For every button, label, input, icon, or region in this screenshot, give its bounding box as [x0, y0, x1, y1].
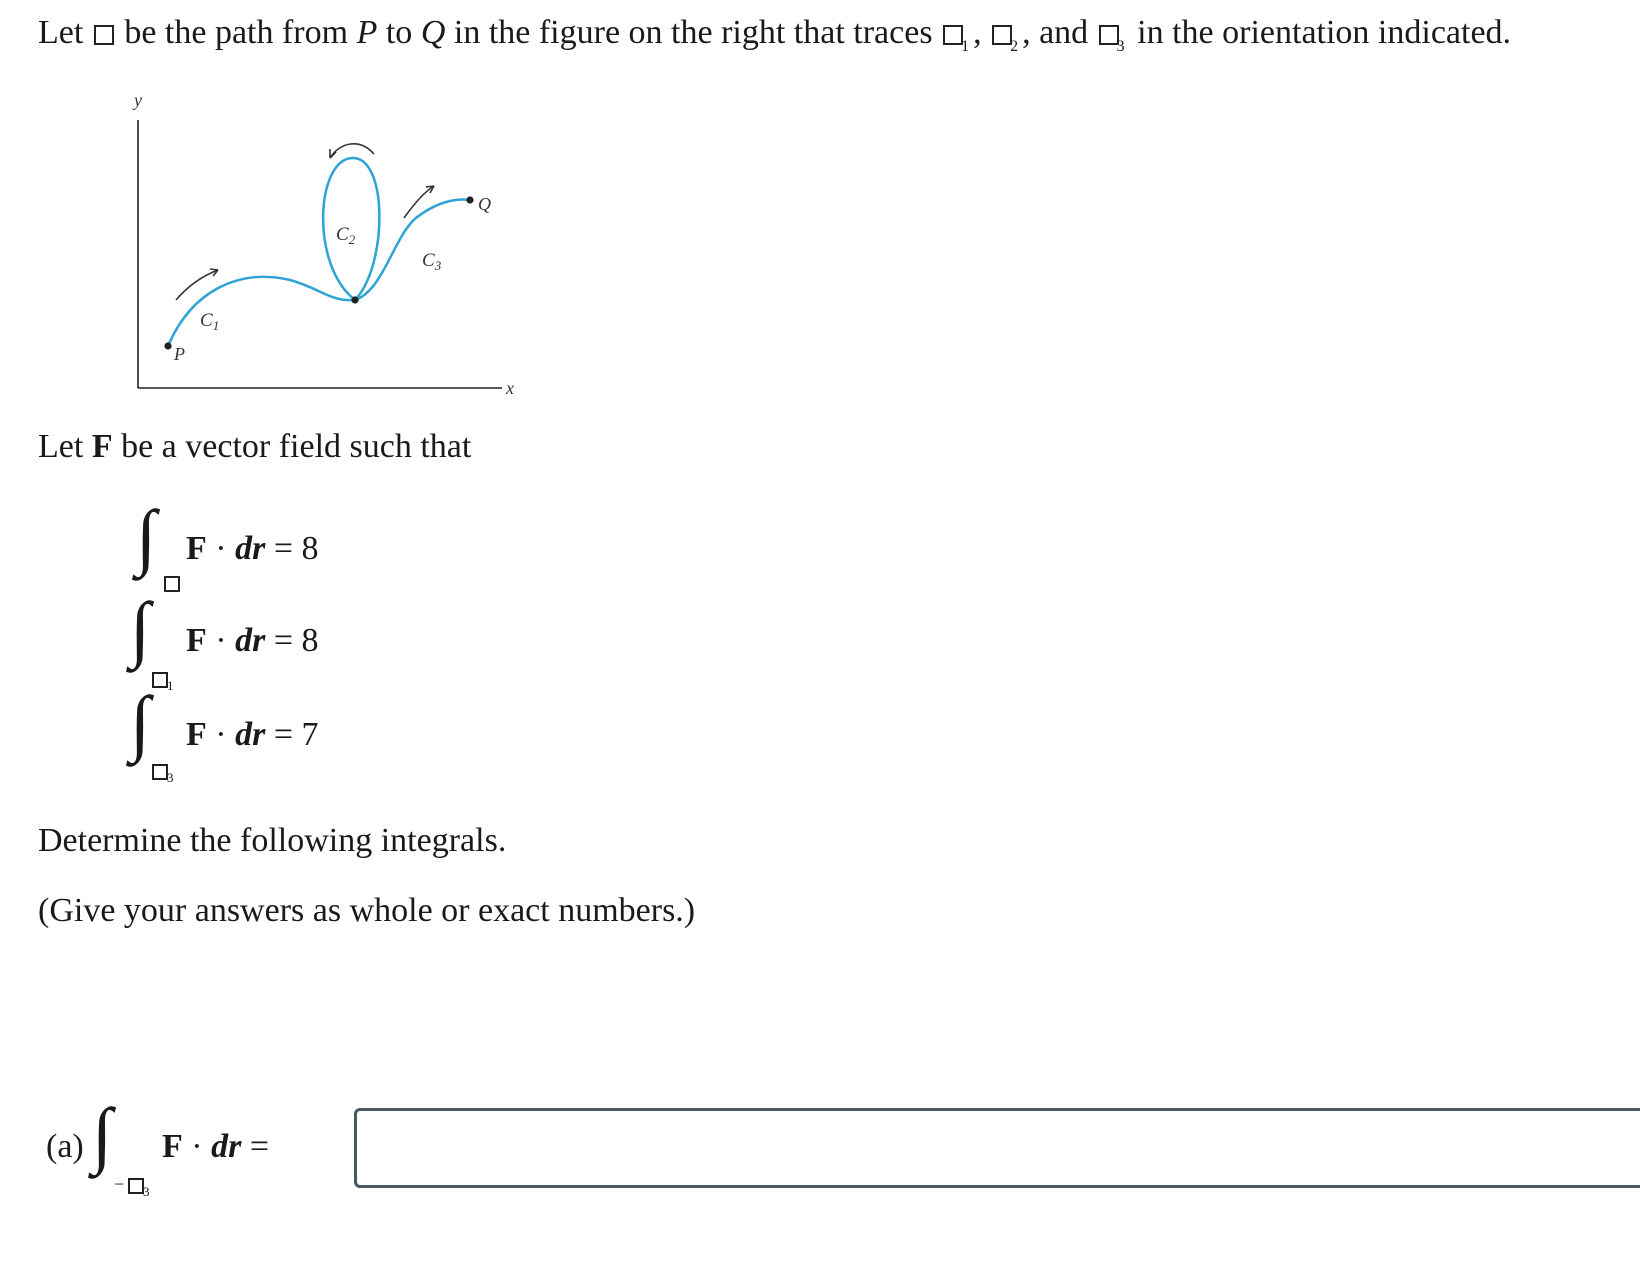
- curve-c2: [323, 158, 379, 300]
- label-c1: $C_1$: [200, 310, 220, 333]
- curve-c1: [168, 277, 355, 346]
- label-c2: $C_2$: [336, 224, 356, 247]
- give-text: (Give your answers as whole or exact numbers.): [38, 892, 696, 929]
- path-figure: [120, 90, 540, 410]
- placeholder-box-icon: [152, 672, 168, 688]
- intro-text: Let be the path from P to Q in the figure on the right that traces $_1$ , $_2$ , and $_3$ in the orientation indicated.: [38, 14, 1512, 55]
- integral-sign-icon: ∫: [136, 496, 157, 578]
- placeholder-box-icon: [152, 764, 168, 780]
- part-a-integrand: F · dr =: [162, 1128, 270, 1165]
- placeholder-box-icon: [164, 576, 180, 592]
- label-c3: $C_3$: [422, 250, 442, 273]
- placeholder-box-icon: [128, 1178, 144, 1194]
- y-axis-label: y: [134, 90, 142, 110]
- integral-sign-icon: ∫: [130, 682, 151, 764]
- arrow-c2-icon: [330, 144, 374, 158]
- point-q: [466, 196, 473, 203]
- answer-input-a[interactable]: [354, 1108, 1640, 1188]
- part-a-label: (a): [46, 1128, 84, 1165]
- point-junction: [351, 296, 358, 303]
- label-p: P: [174, 344, 185, 364]
- integral-sign-icon: ∫: [92, 1094, 113, 1176]
- x-axis-label: x: [506, 378, 514, 398]
- arrow-c1-icon: [176, 270, 218, 300]
- negative-sign: −: [114, 1174, 125, 1194]
- vector-field-text: Let F be a vector field such that: [38, 428, 472, 465]
- arrow-c3-icon: [404, 186, 434, 218]
- point-p: [164, 342, 171, 349]
- curve-c3: [355, 200, 470, 300]
- label-q: Q: [478, 194, 491, 214]
- placeholder-box-icon: [1099, 25, 1119, 45]
- determine-text: Determine the following integrals.: [38, 822, 507, 859]
- placeholder-box-icon: [94, 25, 114, 45]
- integral-sign-icon: ∫: [130, 588, 151, 670]
